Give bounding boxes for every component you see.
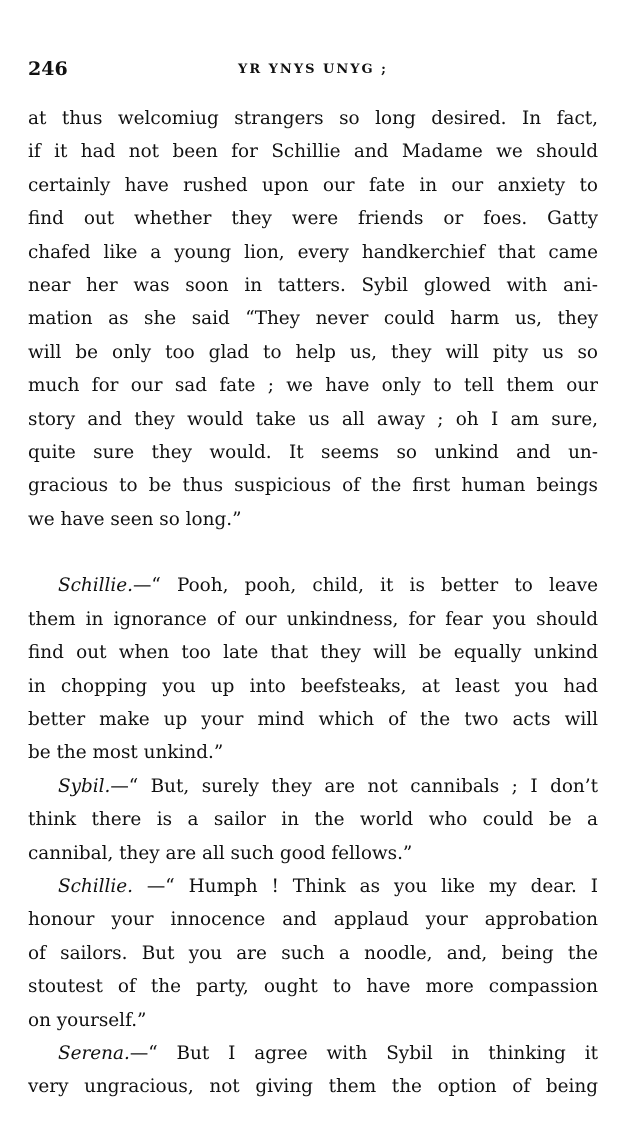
text-line: certainly have rushed upon our fate in our anxiety to <box>28 174 598 196</box>
body-text <box>28 102 598 1104</box>
text-line: very ungracious, not giving them the option of being <box>28 1076 598 1098</box>
text-line: honour your innocence and applaud your approbation <box>28 909 598 931</box>
text-line: quite sure they would. It seems so unkind and un- <box>28 441 598 463</box>
text-line: chafed like a young lion, every handkerchief that came <box>28 241 598 263</box>
text-line: think there is a sailor in the world who could be a <box>28 809 598 831</box>
dialogue-paragraph <box>28 770 598 870</box>
text-line: cannibal, they are all such good fellows.” <box>28 842 413 864</box>
text-line: much for our sad fate ; we have only to tell them our <box>28 375 598 397</box>
text-line <box>28 870 598 903</box>
page-number: 246 <box>28 58 68 80</box>
paragraph <box>28 102 598 536</box>
text-line: at thus welcomiug strangers so long desired. In fact, <box>28 108 598 129</box>
speaker-name: Sybil. <box>58 775 111 797</box>
text-line: on yourself.” <box>28 1009 147 1031</box>
dialogue-paragraph <box>28 569 598 769</box>
running-head: YR YNYS UNYG ; <box>238 62 388 77</box>
text-line: in chopping you up into beefsteaks, at least you had <box>28 675 598 697</box>
dialogue-text: —“ But I agree with Sybil in thinking it <box>129 1042 598 1064</box>
speaker-name: Schillie. <box>58 875 133 897</box>
text-line: find out when too late that they will be equally unkind <box>28 642 598 664</box>
dialogue-paragraph <box>28 1037 598 1104</box>
text-line: story and they would take us all away ; oh I am sure, <box>28 408 598 430</box>
text-line: near her was soon in tatters. Sybil glowed with ani- <box>28 274 598 296</box>
page-header <box>28 58 598 88</box>
text-line: of sailors. But you are such a noodle, and, being the <box>28 942 598 964</box>
dialogue-text: —“ Pooh, pooh, child, it is better to leave <box>133 575 598 597</box>
text-line: be the most unkind.” <box>28 742 224 764</box>
text-line: find out whether they were friends or foes. Gatty <box>28 208 598 230</box>
text-line <box>28 569 598 602</box>
text-line: mation as she said “They never could harm us, they <box>28 308 598 330</box>
dialogue-text: —“ Humph ! Think as you like my dear. I <box>133 875 598 897</box>
text-line <box>28 1037 598 1070</box>
text-line: will be only too glad to help us, they will pity us so <box>28 341 598 363</box>
text-line: them in ignorance of our unkindness, for fear you should <box>28 608 598 630</box>
text-line: gracious to be thus suspicious of the first human beings <box>28 475 598 497</box>
text-line <box>28 770 598 803</box>
paragraph-gap <box>28 536 598 569</box>
speaker-name: Serena. <box>58 1042 130 1064</box>
text-line: stoutest of the party, ought to have more compassion <box>28 976 598 998</box>
dialogue-paragraph <box>28 870 598 1037</box>
text-line: we have seen so long.” <box>28 508 242 530</box>
speaker-name: Schillie. <box>58 575 133 597</box>
text-line: if it had not been for Schillie and Madame we should <box>28 141 598 163</box>
text-line: better make up your mind which of the two acts will <box>28 709 598 731</box>
dialogue-text: —“ But, surely they are not cannibals ; I don’t <box>110 775 598 797</box>
